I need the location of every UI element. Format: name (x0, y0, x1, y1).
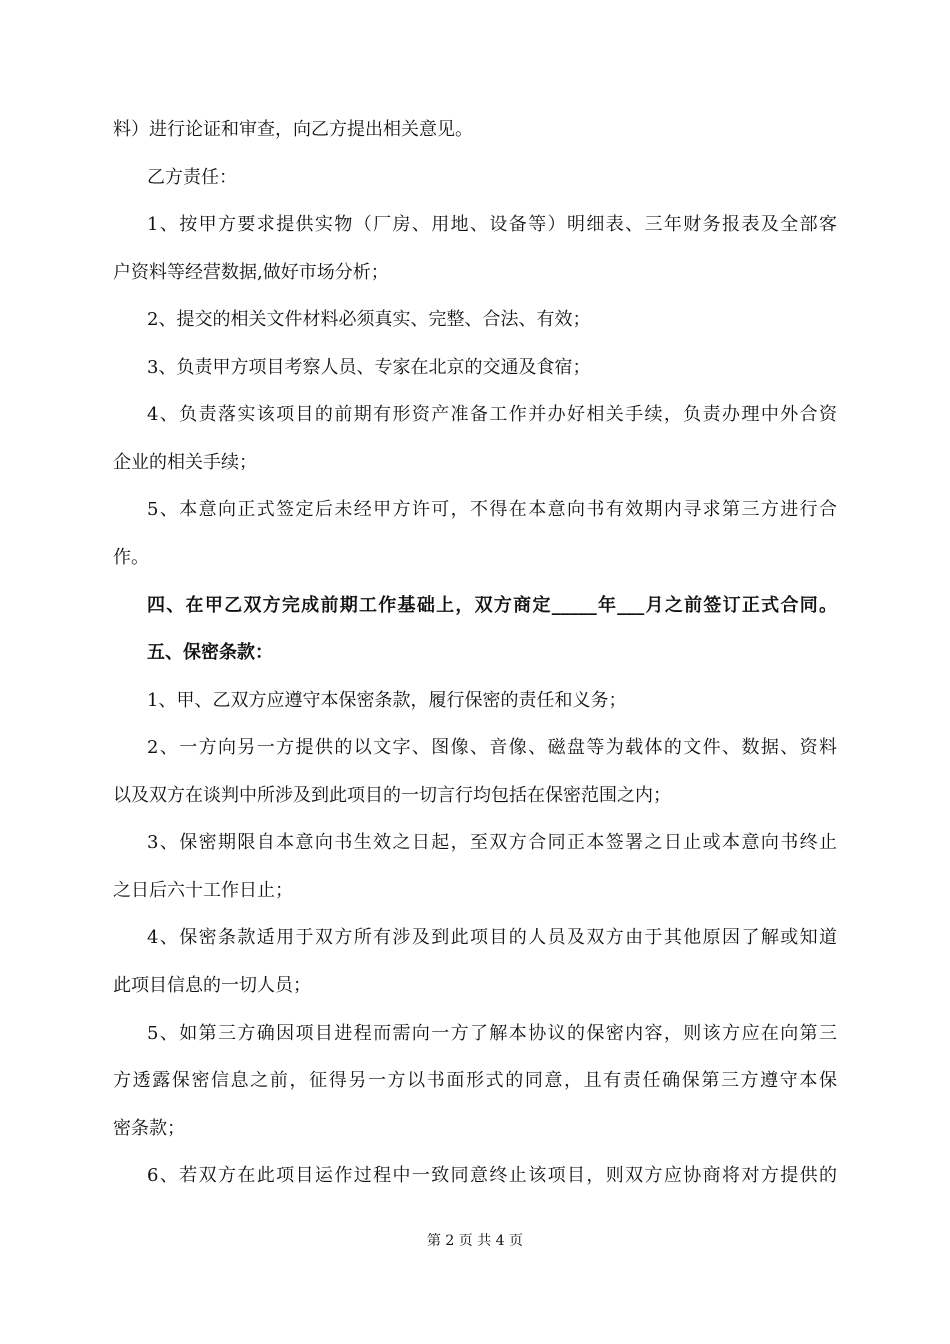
paragraph-line: 3、负责甲方项目考察人员、专家在北京的交通及食宿； (147, 357, 591, 378)
paragraph-line: 3、保密期限自本意向书生效之日起，至双方合同正本签署之日止或本意向书终止 (147, 832, 837, 853)
paragraph-line: 作。 (113, 547, 149, 568)
paragraph-line: 此项目信息的一切人员； (113, 975, 311, 996)
section-heading-party-b: 乙方责任： (147, 167, 237, 188)
paragraph-line: 1、甲、乙双方应遵守本保密条款，履行保密的责任和义务； (147, 690, 627, 711)
paragraph-line: 5、如第三方确因项目进程而需向一方了解本协议的保密内容，则该方应在向第三 (147, 1023, 837, 1044)
clause-four-heading: 四、在甲乙双方完成前期工作基础上，双方商定_____年___月之前签订正式合同。 (147, 595, 837, 616)
paragraph-line: 方透露保密信息之前，征得另一方以书面形式的同意，且有责任确保第三方遵守本保 (113, 1070, 837, 1091)
paragraph-line: 以及双方在谈判中所涉及到此项目的一切言行均包括在保密范围之内； (113, 785, 671, 806)
paragraph-line: 5、本意向正式签定后未经甲方许可，不得在本意向书有效期内寻求第三方进行合 (147, 499, 837, 520)
clause-five-heading: 五、保密条款： (147, 642, 273, 663)
paragraph-line: 4、负责落实该项目的前期有形资产准备工作并办好相关手续，负责办理中外合资 (147, 404, 837, 425)
paragraph-line: 4、保密条款适用于双方所有涉及到此项目的人员及双方由于其他原因了解或知道 (147, 927, 837, 948)
paragraph-line: 之日后六十工作日止； (113, 880, 293, 901)
paragraph-line: 密条款； (113, 1118, 185, 1139)
paragraph-line: 1、按甲方要求提供实物（厂房、用地、设备等）明细表、三年财务报表及全部客 (147, 214, 837, 235)
paragraph-line: 料）进行论证和审查，向乙方提出相关意见。 (113, 119, 473, 140)
paragraph-line: 2、一方向另一方提供的以文字、图像、音像、磁盘等为载体的文件、数据、资料 (147, 737, 837, 758)
paragraph-line: 6、若双方在此项目运作过程中一致同意终止该项目，则双方应协商将对方提供的 (147, 1165, 837, 1186)
paragraph-line: 2、提交的相关文件材料必须真实、完整、合法、有效； (147, 309, 591, 330)
paragraph-line: 企业的相关手续； (113, 452, 257, 473)
paragraph-line: 户资料等经营数据,做好市场分析； (113, 262, 389, 283)
page-footer: 第 2 页 共 4 页 (426, 1233, 524, 1249)
